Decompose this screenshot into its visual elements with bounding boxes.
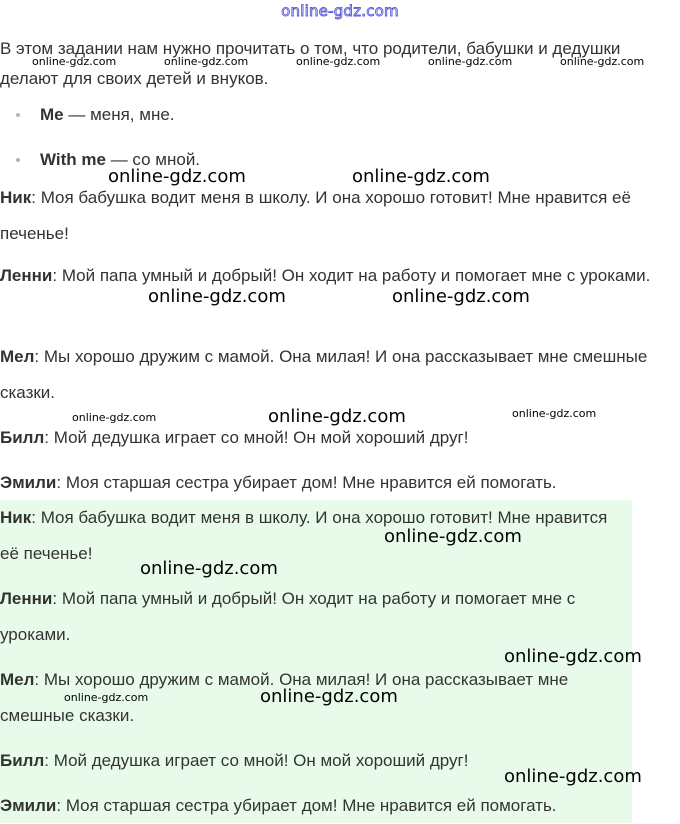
watermark: online-gdz.com <box>268 406 406 427</box>
watermark: online-gdz.com <box>72 411 157 424</box>
watermark: online-gdz.com <box>560 55 645 68</box>
passage-paragraph-emily <box>0 465 676 501</box>
watermark: online-gdz.com <box>428 55 513 68</box>
speaker-text: : Мы хорошо дружим с мамой. Она милая! И она рассказывает мне смешные сказки. <box>0 347 648 402</box>
speaker-name: Мел <box>0 670 35 689</box>
speaker-text: : Мой папа умный и добрый! Он ходит на работу и помогает мне с уроками. <box>0 589 576 644</box>
answer-paragraph-nick <box>0 500 626 572</box>
passage-paragraph-nick <box>0 180 676 252</box>
speaker-name: Ленни <box>0 589 53 608</box>
speaker-name: Эмили <box>0 473 57 492</box>
watermark: online-gdz.com <box>164 55 249 68</box>
speaker-name: Билл <box>0 751 45 770</box>
speaker-name: Мел <box>0 347 35 366</box>
watermark: online-gdz.com <box>352 166 490 187</box>
vocabulary-item <box>16 101 200 129</box>
speaker-text: : Мой дедушка играет со мной! Он мой хороший друг! <box>44 428 469 447</box>
speaker-name: Ник <box>0 508 32 527</box>
answer-paragraph-lenni <box>0 581 626 653</box>
speaker-name: Билл <box>0 428 45 447</box>
watermark: online-gdz.com <box>32 55 117 68</box>
speaker-text: : Мы хорошо дружим с мамой. Она милая! И она рассказывает мне смешные сказки. <box>0 670 569 725</box>
speaker-text: : Мой дедушка играет со мной! Он мой хороший друг! <box>44 751 469 770</box>
speaker-text: : Мой папа умный и добрый! Он ходит на работу и помогает мне с уроками. <box>52 266 651 285</box>
passage-paragraph-lenni <box>0 258 676 294</box>
watermark: online-gdz.com <box>296 55 381 68</box>
speaker-text: : Моя старшая сестра убирает дом! Мне нравится ей помогать. <box>56 796 557 815</box>
vocabulary-term: With me <box>40 150 106 169</box>
watermark: online-gdz.com <box>140 558 278 579</box>
intro-text: В этом задании нам нужно прочитать о том, что родители, бабушки и дедушки делают для своих детей и внуков. <box>0 39 621 88</box>
speaker-name: Ник <box>0 188 32 207</box>
watermark: online-gdz.com <box>392 286 530 307</box>
watermark: online-gdz.com <box>512 407 597 420</box>
speaker-name: Эмили <box>0 796 57 815</box>
speaker-name: Ленни <box>0 266 53 285</box>
vocabulary-definition: — со мной. <box>105 150 201 169</box>
watermark: online-gdz.com <box>64 691 149 704</box>
watermark: online-gdz.com <box>384 526 522 547</box>
watermark: online-gdz.com <box>504 646 642 667</box>
speaker-text: : Моя старшая сестра убирает дом! Мне нравится ей помогать. <box>56 473 557 492</box>
watermark: online-gdz.com <box>504 766 642 787</box>
watermark: online-gdz.com <box>260 686 398 707</box>
watermark: online-gdz.com <box>148 286 286 307</box>
watermark: online-gdz.com <box>108 166 246 187</box>
vocabulary-term: Me <box>40 105 64 124</box>
passage-paragraph-mel <box>0 339 676 411</box>
answer-paragraph-emily <box>0 788 626 824</box>
site-logo: online-gdz.com <box>281 2 399 20</box>
speaker-text: : Моя бабушка водит меня в школу. И она хорошо готовит! Мне нравится её печенье! <box>0 188 631 243</box>
vocabulary-definition: — меня, мне. <box>63 105 175 124</box>
speaker-text: : Моя бабушка водит меня в школу. И она хорошо готовит! Мне нравится её печенье! <box>0 508 608 563</box>
